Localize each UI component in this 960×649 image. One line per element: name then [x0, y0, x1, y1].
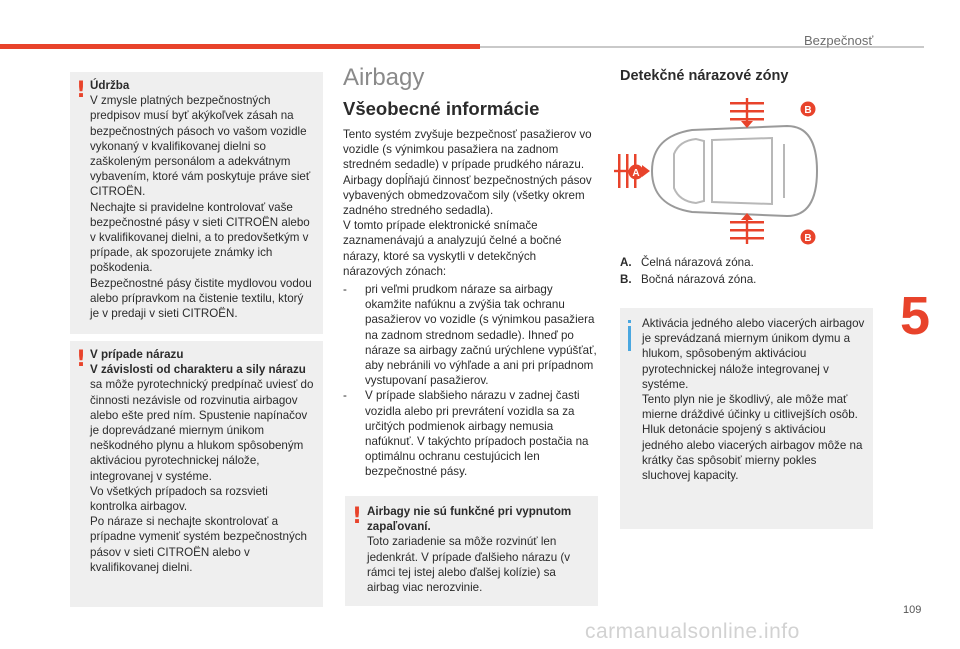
zone-label-b-top: [801, 102, 816, 117]
collision-warning-box: [70, 341, 323, 607]
section-title: Bezpečnosť: [804, 33, 874, 48]
side-impact-arrows-top: [730, 98, 764, 128]
collision-text: [90, 362, 315, 575]
zones-heading: Detekčné nárazové zóny: [620, 68, 789, 84]
activation-info-box: [620, 308, 873, 529]
header-accent-bar: [0, 44, 480, 49]
collision-body: sa môže pyrotechnický predpínač uviesť do činnosti nezávisle od rozvinutia airbagov alebo ešte pred ním. Spustenie napínačov je doprevádzané miernym únikom neškodného plynu a hlukom spôsobeným aktiváciou pyrotechnickej náložе, integrovanej v systéme. Vo všetkých prípadoch sa rozsvieti kontrolka airbagov. Po náraze si nechajte skontrolovať a prípadne vymeniť systém bezpečnostných pásov v sieti CITROËN alebo v kvalifikovanej dielni.: [90, 378, 314, 574]
list-item: [343, 282, 598, 388]
legend-text: Čelná nárazová zóna.: [641, 256, 754, 269]
maintenance-text: V zmysle platných bezpečnostných predpisov musí byť akýkoľvek zásah na bezpečnostných pásoch vo vašom vozidle vykonaný v kvalifikovanej dielni so zaškoleným personálom a adekvátnym vybavením, ktoré vám poskytuje práve sieť CITROËN. Nechajte si pravidelne kontrolovať vaše bezpečnostné pásy v sieti CITROËN alebo v kvalifikovanej dielni, a to predovšetkým v prípade, ak spozorujete známky ich poškodenia. Bezpečnostné pásy čistite mydlovou vodou alebo prípravkom na čistenie textilu, ktorý je v predaji v sieti CITROËN.: [90, 94, 312, 321]
info-icon: [628, 326, 631, 351]
collision-title: V prípade nárazu: [90, 348, 184, 361]
maintenance-warning-box: [70, 72, 323, 334]
car-outline: [652, 126, 817, 216]
legend-text: Bočná nárazová zóna.: [641, 273, 757, 286]
list-item: [343, 388, 598, 479]
intro-text: Tento systém zvyšuje bezpečnosť pasažierov vo vozidle (s výnimkou pasažiera na zadnom stredném sedadle) v prípade prudkého nárazu. Airbagy dopĺňajú činnosť bezpečnostných pásov vybavených obmedzovačom sily (všetky okrem zadného stredného sedadla). V tomto prípade elektronické snímače zaznamenávajú a analyzujú čelné a bočné nárazy, ktoré sa vyskytli v detekčných nárazových zónach:: [343, 128, 592, 278]
ignition-warning-box: [345, 496, 598, 606]
bullet-dash: -: [343, 389, 347, 403]
zone-label-a: [629, 165, 644, 180]
watermark: carmanualsonline.info: [585, 620, 800, 643]
legend-item-a: [620, 255, 754, 270]
subheading: Všeobecné informácie: [343, 98, 540, 119]
side-impact-arrows-bottom: [730, 213, 764, 244]
warning-icon: !: [76, 347, 87, 372]
legend-key: A.: [620, 256, 632, 269]
page-number: 109: [903, 604, 922, 616]
impact-zones-diagram: [612, 96, 832, 246]
zone-b-bottom-letter: B: [804, 233, 812, 244]
bullet-dash: -: [343, 283, 347, 296]
warning-icon: !: [352, 504, 363, 529]
legend-item-b: [620, 272, 756, 287]
ignition-text: Toto zariadenie sa môže rozvinúť len jedenkrát. V prípade ďalšieho nárazu (v rámci tej istej alebo ďalšej kolízie) sa airbag viac nerozvinie.: [367, 535, 571, 595]
ignition-title: Airbagy nie sú funkčné pri vypnutom zapaľovaní.: [367, 505, 572, 534]
bullet-text: V prípade slabšieho nárazu v zadnej časti vozidla alebo pri prevrátení vozidla sa za určitých podmienok airbagy nemusia nafúknuť. V takýchto prípadoch postačia na optimálnu ochranu cestujúcich len bezpečnostné pásy.: [365, 389, 589, 479]
zone-label-b-bottom: [801, 230, 816, 245]
bullet-text: pri veľmi prudkom náraze sa airbagy okamžite nafúknu a zvýšia tak ochranu pasažierov vo vozidle (s výnimkou pasažiera na zadnom strednom sedadle). Ihneď po náraze sa airbagy začnú urýchlene vypúšťať, aby nebránili vo výhľade a ani pri prípadnom vystupovaní pasažierov.: [365, 283, 597, 388]
chapter-number: 5: [900, 286, 931, 346]
bullet-list: [343, 282, 598, 480]
zone-a-letter: A: [632, 168, 640, 179]
legend-key: B.: [620, 273, 632, 286]
collision-bold-lead: V závislosti od charakteru a sily nárazu: [90, 363, 306, 377]
zone-b-top-letter: B: [804, 105, 812, 116]
warning-icon: !: [76, 78, 87, 103]
chapter-heading: Airbagy: [343, 64, 425, 91]
maintenance-title: Údržba: [90, 79, 130, 92]
activation-text: Aktivácia jedného alebo viacerých airbagov je sprevádzaná miernym únikom dymu a hlukom, spôsobeným aktiváciou pyrotechnickej náložе integrovanej v systéme. Tento plyn nie je škodlivý, ale môže mať mierne dráždivé účinky u citlivejších osôb. Hluk detonácie spojený s aktiváciou jedného alebo viacerých airbagov môže na krátky čas spôsobiť mierny pokles sluchovej kapacity.: [642, 317, 865, 483]
